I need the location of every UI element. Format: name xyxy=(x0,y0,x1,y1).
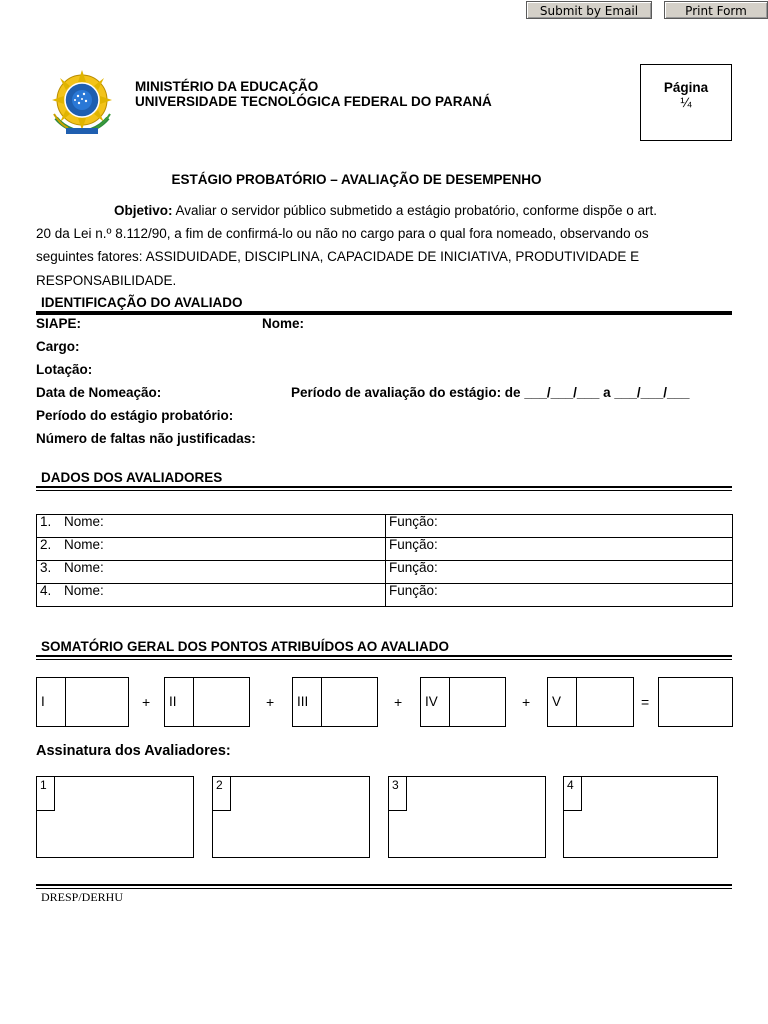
evaluator-name-cell[interactable] xyxy=(37,584,386,607)
periodo-estagio-label: Período do estágio probatório: xyxy=(36,408,234,423)
submit-by-email-button[interactable]: Submit by Email xyxy=(526,1,652,19)
objective-label: Objetivo: xyxy=(114,203,173,218)
periodo-avaliacao-label: Período de avaliação do estágio: de ___/___/___ a ___/___/___ xyxy=(291,385,690,400)
signature-box-4[interactable] xyxy=(563,776,718,858)
footer-rule-bottom xyxy=(36,888,732,889)
page-label: Página xyxy=(663,80,709,95)
score-label-i: I xyxy=(37,678,66,726)
evaluators-table xyxy=(36,514,733,607)
signatures-heading: Assinatura dos Avaliadores: xyxy=(36,743,231,759)
name-label: Nome: xyxy=(64,583,104,598)
scores-rule-top xyxy=(36,655,732,657)
evaluator-row xyxy=(37,561,733,584)
evaluator-function-cell[interactable] xyxy=(386,538,733,561)
score-label-v: V xyxy=(548,678,577,726)
score-box-iii[interactable] xyxy=(292,677,378,727)
identification-rule xyxy=(36,311,732,315)
score-total-box[interactable] xyxy=(658,677,733,727)
row-number: 1. xyxy=(40,514,52,529)
evaluators-rule-bottom xyxy=(36,490,732,491)
faltas-label: Número de faltas não justificadas: xyxy=(36,431,256,446)
signature-box-2[interactable] xyxy=(212,776,370,858)
footer-code: DRESP/DERHU xyxy=(41,890,124,904)
function-label: Função: xyxy=(389,560,438,575)
name-label: Nome: xyxy=(64,537,104,552)
signature-number: 1 xyxy=(37,777,55,811)
evaluator-row xyxy=(37,515,733,538)
score-label-iv: IV xyxy=(421,678,450,726)
siape-label: SIAPE: xyxy=(36,316,82,331)
scores-rule-bottom xyxy=(36,659,732,660)
evaluators-heading: DADOS DOS AVALIADORES xyxy=(41,470,223,485)
evaluator-name-cell[interactable] xyxy=(37,538,386,561)
equals-sign: = xyxy=(641,694,650,710)
name-label: Nome: xyxy=(64,560,104,575)
university-heading: UNIVERSIDADE TECNOLÓGICA FEDERAL DO PARANÁ xyxy=(135,94,492,109)
function-label: Função: xyxy=(389,514,438,529)
objective-line-3: seguintes fatores: ASSIDUIDADE, DISCIPLINA, CAPACIDADE DE INICIATIVA, PRODUTIVIDADE E xyxy=(36,249,640,265)
objective-paragraph xyxy=(36,199,697,292)
objective-line-4: RESPONSABILIDADE. xyxy=(36,272,177,288)
score-label-iii: III xyxy=(293,678,322,726)
signature-number: 2 xyxy=(213,777,231,811)
plus-sign: + xyxy=(142,694,151,710)
row-number: 3. xyxy=(40,560,52,575)
print-form-button[interactable]: Print Form xyxy=(664,1,768,19)
data-nomeacao-label: Data de Nomeação: xyxy=(36,385,162,400)
nome-label: Nome: xyxy=(262,316,305,331)
evaluator-row xyxy=(37,584,733,607)
scores-heading: SOMATÓRIO GERAL DOS PONTOS ATRIBUÍDOS AO AVALIADO xyxy=(41,639,450,654)
score-box-v[interactable] xyxy=(547,677,634,727)
score-box-i[interactable] xyxy=(36,677,129,727)
evaluator-function-cell[interactable] xyxy=(386,515,733,538)
score-label-ii: II xyxy=(165,678,194,726)
plus-sign: + xyxy=(266,694,275,710)
signature-number: 4 xyxy=(564,777,582,811)
evaluator-function-cell[interactable] xyxy=(386,561,733,584)
row-number: 2. xyxy=(40,537,52,552)
objective-line-2: 20 da Lei n.º 8.112/90, a fim de confirmá-lo ou não no cargo para o qual fora nomeado, observando os xyxy=(36,226,649,242)
name-label: Nome: xyxy=(64,514,104,529)
signature-box-3[interactable] xyxy=(388,776,546,858)
identification-heading: IDENTIFICAÇÃO DO AVALIADO xyxy=(41,295,243,310)
page-box xyxy=(640,64,732,141)
score-box-iv[interactable] xyxy=(420,677,506,727)
score-box-ii[interactable] xyxy=(164,677,250,727)
ministry-heading: MINISTÉRIO DA EDUCAÇÃO xyxy=(135,79,319,94)
evaluator-row xyxy=(37,538,733,561)
evaluator-function-cell[interactable] xyxy=(386,584,733,607)
function-label: Função: xyxy=(389,537,438,552)
footer-rule-top xyxy=(36,884,732,886)
plus-sign: + xyxy=(522,694,531,710)
objective-line-1: Avaliar o servidor público submetido a estágio probatório, conforme dispõe o art. xyxy=(175,203,658,218)
page-number: ¼ xyxy=(680,95,692,110)
plus-sign: + xyxy=(394,694,403,710)
evaluators-rule-top xyxy=(36,486,732,488)
document-title: ESTÁGIO PROBATÓRIO – AVALIAÇÃO DE DESEMPENHO xyxy=(171,172,542,187)
brazil-coat-of-arms-icon xyxy=(46,66,118,138)
evaluator-name-cell[interactable] xyxy=(37,561,386,584)
signature-number: 3 xyxy=(389,777,407,811)
evaluator-name-cell[interactable] xyxy=(37,515,386,538)
signature-box-1[interactable] xyxy=(36,776,194,858)
row-number: 4. xyxy=(40,583,52,598)
function-label: Função: xyxy=(389,583,438,598)
cargo-label: Cargo: xyxy=(36,339,80,354)
lotacao-label: Lotação: xyxy=(36,362,93,377)
